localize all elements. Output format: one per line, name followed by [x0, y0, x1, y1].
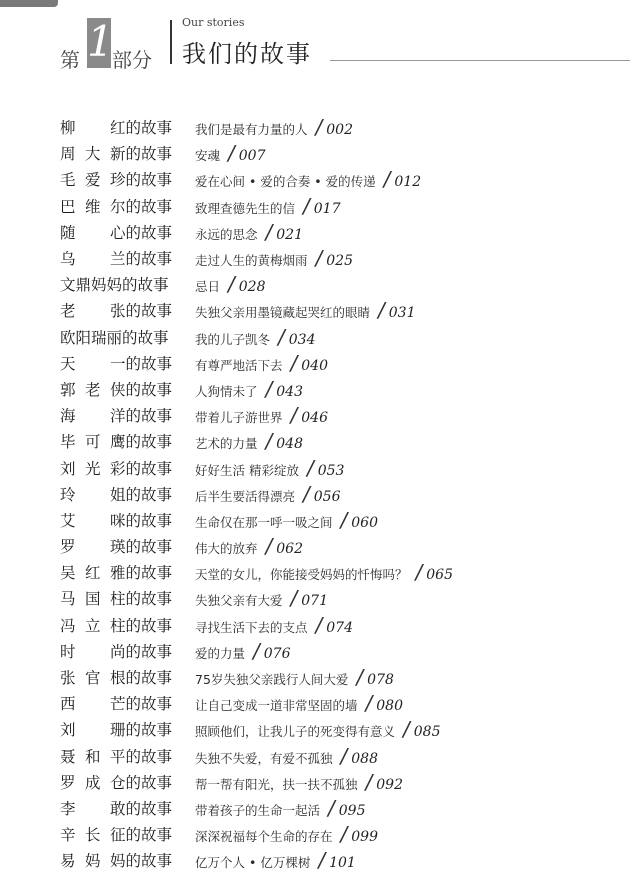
toc-person [60, 745, 172, 767]
toc-page-number: 028 [238, 279, 266, 296]
slash-divider: / [415, 560, 423, 585]
toc-entry[interactable] [60, 271, 630, 297]
toc-person-part: 心的故事 [109, 223, 172, 242]
toc-entry[interactable] [60, 559, 630, 585]
toc-person [60, 823, 172, 845]
toc-title: 天堂的女儿，你能接受妈妈的忏悔吗？ [195, 567, 408, 583]
toc-page-number: 056 [313, 488, 341, 505]
toc-entry[interactable] [60, 769, 630, 795]
toc-person-part: 长 [84, 826, 101, 845]
toc-person-part: 光 [84, 459, 101, 478]
toc-story [195, 272, 266, 296]
toc-person-part: 鹰的故事 [109, 433, 172, 452]
toc-title: 致理查德先生的信 [195, 200, 296, 216]
toc-entry[interactable] [60, 454, 630, 480]
toc-page-number: 071 [301, 593, 328, 610]
toc-page-number: 078 [367, 672, 394, 689]
toc-title: 照顾他们，让我儿子的死变得有意义 [195, 724, 396, 740]
toc-page-number: 065 [426, 567, 453, 584]
toc-person-part: 红的故事 [109, 119, 172, 138]
toc-person-part: 毕 [60, 433, 76, 452]
slash-divider: / [303, 481, 310, 506]
toc-story [195, 141, 266, 165]
toc-person [60, 195, 172, 217]
part-suffix: 部分 [112, 48, 152, 72]
slash-divider: / [278, 324, 285, 349]
toc-person-part: 罗 [60, 773, 76, 792]
toc-title: 亿万个人 • 亿万棵树 [195, 855, 311, 871]
slash-divider: / [315, 115, 323, 140]
toc-title: 我们是最有力量的人 [195, 122, 308, 138]
toc-page-number: 101 [329, 855, 356, 872]
toc-person-part: 柱的故事 [109, 590, 172, 609]
toc-page-number: 025 [326, 253, 353, 270]
slash-divider: / [378, 298, 385, 323]
toc-person-part: 张 [60, 669, 76, 688]
toc-entry[interactable] [60, 428, 630, 454]
toc-page-number: 092 [376, 776, 403, 793]
slash-divider: / [365, 769, 373, 794]
toc-person-part: 辛 [60, 826, 76, 845]
toc-entry[interactable] [60, 193, 630, 219]
toc-person-part: 彩的故事 [109, 459, 172, 478]
toc-title: 有尊严地活下去 [195, 357, 283, 373]
slash-divider: / [228, 272, 235, 297]
toc-title: 我的儿子凯冬 [195, 331, 271, 347]
slash-divider: / [265, 429, 273, 454]
toc-title: 后半生要活得漂亮 [195, 488, 296, 504]
toc-person [60, 168, 172, 190]
toc-entry[interactable] [60, 114, 630, 140]
toc-person [60, 221, 172, 243]
toc-person-part: 尔的故事 [109, 197, 172, 216]
toc-person [60, 509, 172, 531]
toc-person-part: 爱 [84, 171, 101, 190]
toc-entry[interactable] [60, 690, 630, 716]
toc-person-part: 刘 [60, 721, 76, 740]
toc-page-number: 062 [276, 541, 303, 558]
toc-story [195, 167, 421, 191]
toc-story [195, 246, 353, 270]
part-prefix: 第 [60, 48, 80, 72]
toc-person-part: 柱的故事 [109, 616, 172, 635]
toc-person-part: 瑛的故事 [109, 538, 172, 557]
toc-person-part: 周 [60, 145, 76, 164]
toc-person-part: 芒的故事 [109, 695, 172, 714]
toc-story [195, 691, 403, 715]
chinese-title: 我们的故事 [182, 40, 312, 68]
toc-person-part: 立 [84, 616, 101, 635]
toc-title: 75岁失独父亲践行人间大爱 [195, 672, 349, 688]
toc-person-part: 洋的故事 [109, 407, 172, 426]
toc-story [195, 586, 328, 610]
toc-person [60, 378, 172, 400]
toc-entry[interactable] [60, 166, 630, 192]
slash-divider: / [383, 167, 391, 192]
toc-page-number: 099 [351, 829, 378, 846]
slash-divider: / [315, 612, 323, 637]
toc-title: 安魂 [195, 148, 221, 164]
toc-person-part: 乌 [60, 250, 76, 269]
toc-title: 失独父亲用墨镜藏起哭红的眼睛 [195, 305, 371, 321]
toc-page-number: 007 [238, 148, 266, 165]
slash-divider: / [315, 246, 323, 271]
toc-entry[interactable] [60, 219, 630, 245]
toc-story [195, 325, 316, 349]
toc-person-part: 仓的故事 [109, 773, 172, 792]
toc-person [60, 352, 172, 374]
toc-story [195, 796, 366, 820]
toc-person-part: 珍的故事 [109, 171, 172, 190]
toc-person-part: 郭 [60, 380, 76, 399]
toc-person-part: 毛 [60, 171, 76, 190]
toc-person [60, 561, 172, 583]
toc-person [60, 326, 172, 348]
toc-title: 艺术的力量 [195, 436, 258, 452]
toc-title: 帮一帮有阳光，扶一扶不孤独 [195, 776, 358, 792]
table-of-contents [60, 114, 630, 873]
toc-page-number: 040 [301, 357, 328, 374]
toc-story [195, 770, 403, 794]
toc-person [60, 299, 172, 321]
toc-story [195, 560, 453, 584]
slash-divider: / [356, 665, 364, 690]
toc-person-part: 刘 [60, 459, 76, 478]
toc-page-number: 017 [313, 200, 341, 217]
toc-person [60, 771, 172, 793]
toc-title: 寻找生活下去的支点 [195, 619, 308, 635]
toc-story [195, 482, 341, 506]
toc-entry[interactable] [60, 481, 630, 507]
toc-entry[interactable] [60, 350, 630, 376]
toc-entry[interactable] [60, 664, 630, 690]
toc-person [60, 692, 172, 714]
toc-story [195, 822, 378, 846]
slash-divider: / [290, 350, 298, 375]
slash-divider: / [306, 455, 314, 480]
toc-entry[interactable] [60, 821, 630, 847]
toc-entry[interactable] [60, 612, 630, 638]
toc-title: 伟大的放弃 [195, 541, 258, 557]
toc-story [195, 534, 303, 558]
toc-person-part: 尚的故事 [109, 642, 172, 661]
toc-page-number: 021 [276, 226, 303, 243]
toc-title: 带着儿子游世界 [195, 410, 283, 426]
toc-person [60, 587, 172, 609]
slash-divider: / [365, 691, 373, 716]
toc-title: 走过人生的黄梅烟雨 [195, 253, 308, 269]
toc-entry[interactable] [60, 245, 630, 271]
slash-divider: / [340, 507, 348, 532]
toc-entry[interactable] [60, 533, 630, 559]
toc-story [195, 744, 378, 768]
toc-person [60, 457, 172, 479]
toc-person-part: 柳 [60, 119, 76, 138]
toc-person-part: 巴 [60, 197, 76, 216]
toc-entry[interactable] [60, 847, 630, 873]
toc-person [60, 666, 172, 688]
toc-person-part: 国 [84, 590, 101, 609]
toc-story [195, 613, 353, 637]
toc-person [60, 247, 172, 269]
toc-person-part: 文鼎妈妈的故事 [60, 276, 169, 295]
toc-title: 永远的思念 [195, 226, 258, 242]
toc-story [195, 220, 303, 244]
part-header [60, 14, 460, 74]
toc-person-part: 珊的故事 [109, 721, 172, 740]
toc-page-number: 034 [288, 331, 316, 348]
toc-person-part: 新的故事 [109, 145, 172, 164]
toc-person-part: 冯 [60, 616, 76, 635]
toc-story [195, 403, 328, 427]
toc-title: 人狗情未了 [195, 383, 258, 399]
toc-person-part: 红 [84, 564, 101, 583]
toc-story [195, 429, 303, 453]
toc-title: 让自己变成一道非常坚固的墙 [195, 698, 358, 714]
toc-person-part: 可 [84, 433, 101, 452]
slash-divider: / [290, 403, 298, 428]
slash-divider: / [228, 141, 235, 166]
slash-divider: / [340, 822, 348, 847]
toc-page-number: 088 [351, 750, 378, 767]
toc-person-part: 姐的故事 [109, 485, 172, 504]
toc-page-number: 095 [338, 802, 366, 819]
slash-divider: / [290, 586, 298, 611]
toc-page-number: 053 [317, 462, 345, 479]
toc-person-part: 西 [60, 695, 76, 714]
toc-page-number: 012 [394, 174, 422, 191]
toc-person-part: 时 [60, 642, 76, 661]
slash-divider: / [265, 534, 273, 559]
toc-story [195, 115, 353, 139]
header-rule [330, 60, 630, 61]
toc-person-part: 根的故事 [109, 669, 172, 688]
toc-story [195, 194, 341, 218]
toc-entry[interactable] [60, 324, 630, 350]
toc-person [60, 273, 172, 295]
english-title: Our stories [182, 16, 245, 29]
toc-entry[interactable] [60, 743, 630, 769]
toc-person [60, 849, 172, 871]
toc-entry[interactable] [60, 507, 630, 533]
toc-entry[interactable] [60, 716, 630, 742]
toc-person [60, 142, 172, 164]
toc-entry[interactable] [60, 376, 630, 402]
toc-page-number: 076 [263, 645, 291, 662]
toc-person-part: 海 [60, 407, 76, 426]
toc-page-number: 080 [376, 698, 403, 715]
toc-person-part: 艾 [60, 511, 76, 530]
toc-person [60, 797, 172, 819]
toc-person-part: 侠的故事 [109, 380, 172, 399]
toc-page-number: 043 [276, 383, 303, 400]
toc-person [60, 404, 172, 426]
toc-story [195, 508, 378, 532]
toc-person-part: 妈 [84, 852, 101, 871]
toc-person [60, 430, 172, 452]
toc-person-part: 平的故事 [109, 747, 172, 766]
toc-story [195, 848, 356, 872]
corner-tab [0, 0, 58, 7]
toc-person-part: 成 [84, 773, 101, 792]
toc-person-part: 老 [60, 302, 76, 321]
toc-person-part: 兰的故事 [109, 250, 172, 269]
toc-person-part: 官 [84, 669, 101, 688]
toc-person-part: 维 [84, 197, 101, 216]
toc-entry[interactable] [60, 638, 630, 664]
slash-divider: / [340, 743, 348, 768]
slash-divider: / [318, 848, 326, 873]
header-divider [170, 20, 172, 64]
slash-divider: / [253, 638, 260, 663]
toc-title: 好好生活 精彩绽放 [195, 462, 299, 478]
toc-title: 深深祝福每个生命的存在 [195, 829, 333, 845]
toc-page-number: 074 [326, 619, 353, 636]
toc-title: 忌日 [195, 279, 221, 295]
toc-person-part: 聂 [60, 747, 76, 766]
toc-person-part: 张的故事 [109, 302, 172, 321]
toc-story [195, 298, 416, 322]
toc-person-part: 和 [84, 747, 101, 766]
toc-entry[interactable] [60, 585, 630, 611]
toc-person [60, 116, 172, 138]
toc-page-number: 048 [276, 436, 303, 453]
toc-person-part: 马 [60, 590, 76, 609]
slash-divider: / [265, 219, 273, 244]
slash-divider: / [403, 717, 410, 742]
toc-page-number: 031 [388, 305, 416, 322]
toc-title: 失独不失爱，有爱不孤独 [195, 750, 333, 766]
toc-person-part: 玲 [60, 485, 76, 504]
toc-title: 失独父亲有大爱 [195, 593, 283, 609]
toc-person-part: 一的故事 [109, 354, 172, 373]
toc-story [195, 377, 303, 401]
toc-person [60, 640, 172, 662]
toc-person-part: 妈的故事 [109, 852, 172, 871]
toc-person-part: 欧阳瑞丽的故事 [60, 328, 169, 347]
toc-title: 带着孩子的生命一起活 [195, 802, 321, 818]
toc-person [60, 535, 172, 557]
toc-page-number: 002 [326, 122, 353, 139]
toc-entry[interactable] [60, 297, 630, 323]
slash-divider: / [303, 193, 310, 218]
part-number: 1 [87, 17, 114, 66]
toc-person-part: 随 [60, 223, 76, 242]
slash-divider: / [265, 376, 273, 401]
toc-title: 生命仅在那一呼一吸之间 [195, 514, 333, 530]
toc-person-part: 李 [60, 799, 76, 818]
toc-person-part: 老 [84, 380, 101, 399]
toc-entry[interactable] [60, 795, 630, 821]
toc-person-part: 易 [60, 852, 76, 871]
toc-person-part: 雅的故事 [109, 564, 172, 583]
toc-person [60, 718, 172, 740]
toc-story [195, 351, 328, 375]
toc-person-part: 大 [84, 145, 101, 164]
toc-person-part: 敢的故事 [109, 799, 172, 818]
toc-person-part: 天 [60, 354, 76, 373]
toc-person-part: 罗 [60, 538, 76, 557]
toc-person [60, 614, 172, 636]
toc-person [60, 483, 172, 505]
toc-person-part: 征的故事 [109, 826, 172, 845]
toc-entry[interactable] [60, 402, 630, 428]
toc-story [195, 665, 394, 689]
toc-story [195, 717, 441, 741]
toc-person-part: 吴 [60, 564, 76, 583]
toc-page-number: 085 [413, 724, 441, 741]
toc-story [195, 639, 291, 663]
toc-entry[interactable] [60, 140, 630, 166]
slash-divider: / [328, 795, 335, 820]
toc-person-part: 咪的故事 [109, 511, 172, 530]
toc-title: 爱在心间 • 爱的合奏 • 爱的传递 [195, 174, 376, 190]
toc-story [195, 456, 344, 480]
toc-page-number: 046 [301, 410, 328, 427]
toc-page-number: 060 [351, 514, 378, 531]
toc-title: 爱的力量 [195, 645, 246, 661]
